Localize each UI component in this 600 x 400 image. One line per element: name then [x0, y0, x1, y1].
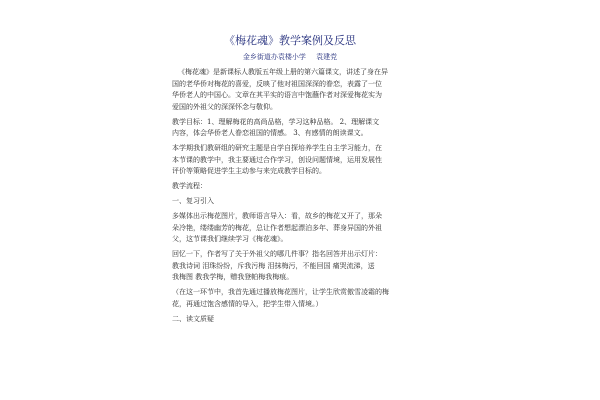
paragraph-line: 评价等策略促进学生主动参与来完成教学目标的。	[172, 167, 326, 175]
paragraph-line: 内容，体会华侨老人眷恋祖国的情感。 3、有感情的朗读课文。	[172, 129, 368, 137]
paragraph-line: 父，这节课我们继续学习《梅花魂》。	[172, 235, 288, 243]
paragraph-line: 国的老华侨对梅花的喜爱，反映了他对祖国深深的眷恋，表露了一位	[172, 80, 382, 88]
paragraph-line: 多媒体出示梅花图片，教师语言导入：看，故乡的梅花又开了，那朵	[172, 212, 382, 220]
author-school: 金乡街道办袁楼小学	[242, 53, 306, 61]
paragraph-line: 本学期我们教研组的研究主题是自学自探培养学生自主学习能力，在	[172, 144, 382, 152]
paragraph-line: 教学流程：	[172, 182, 207, 190]
document-page	[172, 28, 408, 400]
author-name: 袁建党	[316, 53, 338, 61]
paragraph-line: （在这一环节中，我首先通过播放梅花图片，让学生欣赏傲雪凌霜的梅	[172, 288, 389, 296]
paragraph-line: 我梅图 教我学梅，赠我登帕梅我梅痕。	[172, 273, 294, 281]
paragraph-line: 二、读文质疑	[172, 315, 214, 323]
paragraph-line: 华侨老人的中国心。文章在其平实的语言中饱蘸作者对深爱梅花实为	[172, 91, 382, 99]
paragraph-line: 本节课的教学中，我主要通过合作学习，创设问题情境，运用发展性	[172, 156, 382, 164]
paragraph-line: 朵冷艳，缕缕幽芳的梅花，总让作者想起漂泊多年、葬身异国的外祖	[172, 224, 382, 232]
author-line	[172, 53, 408, 62]
paragraph-line: 爱国的外祖父的深深怀念与敬仰。	[172, 103, 277, 111]
paragraph-line: 教学目标：1、理解梅花的高尚品格，学习这种品格。 2、理解课文	[172, 118, 380, 126]
paragraph-line: 《梅花魂》是新课标人教版五年级上册的第六篇课文，讲述了身在异	[178, 68, 388, 76]
paragraph-line: 一、复习引入	[172, 197, 214, 205]
paragraph-line: 回忆一下，作者写了关于外祖父的哪几件事？指名回答并出示灯片：	[172, 250, 382, 258]
paragraph-line: 花，再通过饱含感情的导入，把学生带入情境。）	[172, 300, 323, 308]
document-title: 《梅花魂》教学案例及反思	[224, 34, 356, 47]
paragraph-line: 教我诗词 泪珠纷纷，斥我污梅 泪抹梅污，不能回国 痛哭流涕，送	[172, 262, 375, 270]
